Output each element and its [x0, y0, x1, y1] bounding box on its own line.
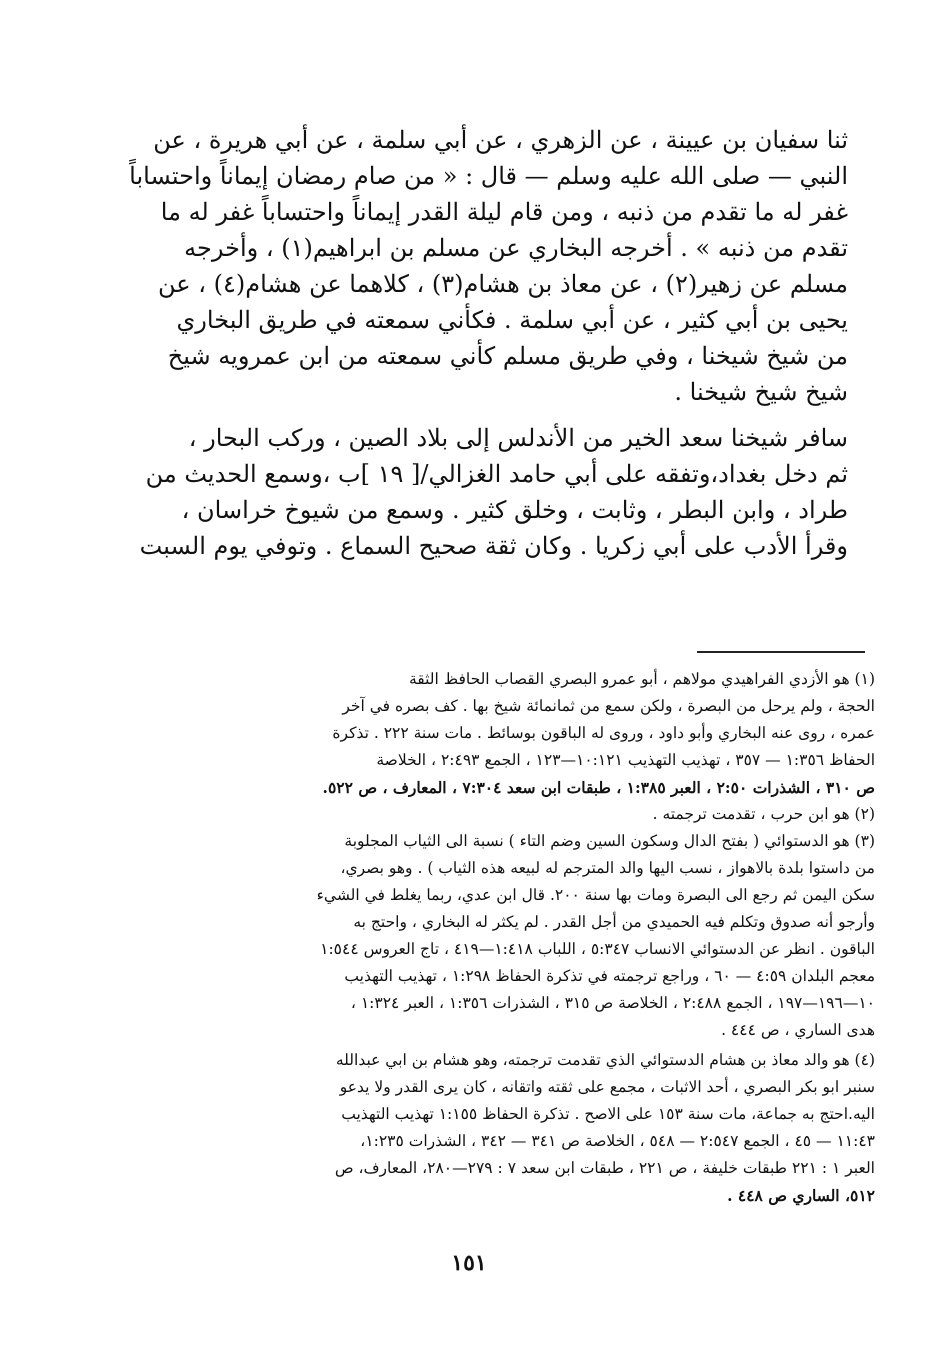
- footnote-1: [100, 666, 875, 801]
- footnote-line: ٥١٢، الساري ص ٤٤٨ .: [727, 1186, 875, 1205]
- footnote-4: [100, 1047, 875, 1209]
- footnote-line: سكن اليمن ثم رجع الى البصرة ومات بها سنة ٢٠٠. قال ابن عدي، ربما يغلط في الشيء: [316, 886, 875, 904]
- footnote-line: (٣) هو الدستوائي ( بفتح الدال وسكون السين وضم التاء ) نسبة الى الثياب المجلوبة: [344, 832, 875, 850]
- footnote-line: (١) هو الأزدي الفراهيدي مولاهم ، أبو عمرو البصري القصاب الحافظ الثقة: [408, 670, 875, 688]
- text-line: وقرأ الأدب على أبي زكريا . وكان ثقة صحيح السماع . وتوفي يوم السبت: [139, 532, 848, 560]
- footnote-line: ص ٣١٠ ، الشذرات ٢:٥٠ ، العبر ١:٣٨٥ ، طبقات ابن سعد ٧:٣٠٤ ، المعارف ، ص ٥٢٢.: [322, 778, 875, 797]
- footnote-line: وأرجو أنه صدوق وتكلم فيه الحميدي من أجل القدر . لم يكثر له البخاري ، واحتج به: [353, 913, 875, 931]
- footnote-separator: [697, 651, 865, 653]
- footnote-line: من داستوا بلدة بالاهواز ، نسب اليها والد المترجم له لبيعه هذه الثياب ) . وهو بصري،: [340, 859, 875, 877]
- main-text: [100, 122, 848, 564]
- footnote-2: [100, 801, 875, 828]
- footnote-line: سنبر ابو بكر البصري ، أحد الاثبات ، مجمع على ثقته واتقانه ، كان يرى القدر ولا يدعو: [339, 1078, 875, 1096]
- text-line: غفر له ما تقدم من ذنبه ، ومن قام ليلة القدر إيماناً واحتساباً غفر له ما: [160, 198, 848, 226]
- footnote-line: (٢) هو ابن حرب ، تقدمت ترجمته .: [652, 805, 875, 823]
- footnote-line: هدى الساري ، ص ٤٤٤ .: [721, 1021, 875, 1039]
- paragraph-gap: [100, 410, 848, 420]
- paragraph-2: [100, 420, 848, 564]
- footnote-line: ١٠—١٩٦—١٩٧ ، الجمع ٢:٤٨٨ ، الخلاصة ص ٣١٥ ، الشذرات ١:٣٥٦ ، العبر ١:٣٢٤ ،: [350, 994, 875, 1012]
- text-line: طراد ، وابن البطر ، وثابت ، وخلق كثير . وسمع من شيوخ خراسان ،: [181, 496, 848, 524]
- footnote-line: ١١:٤٣ — ٤٥ ، الجمع ٢:٥٤٧ — ٥٤٨ ، الخلاصة ص ٣٤١ — ٣٤٢ ، الشذرات ١:٢٣٥،: [360, 1132, 875, 1150]
- text-line: تقدم من ذنبه » . أخرجه البخاري عن مسلم بن ابراهيم(١) ، وأخرجه: [184, 234, 848, 262]
- text-line: ثنا سفيان بن عيينة ، عن الزهري ، عن أبي سلمة ، عن أبي هريرة ، عن: [153, 126, 848, 154]
- text-line: شيخ شيخ شيخنا .: [674, 378, 848, 406]
- page-number: ١٥١: [451, 1250, 487, 1276]
- text-line: مسلم عن زهير(٢) ، عن معاذ بن هشام(٣) ، كلاهما عن هشام(٤) ، عن: [158, 270, 848, 298]
- text-line: النبي — صلى الله عليه وسلم — قال : « من صام رمضان إيماناً واحتساباً: [129, 162, 848, 190]
- footnote-line: الحجة ، ولم يرحل من البصرة ، ولكن سمع من ثمانمائة شيخ بها . كف بصره في آخر: [342, 697, 875, 715]
- text-line: سافر شيخنا سعد الخير من الأندلس إلى بلاد الصين ، وركب البحار ،: [188, 424, 848, 452]
- footnote-line: العبر ١ : ٢٢١ طبقات خليفة ، ص ٢٢١ ، طبقات ابن سعد ٧ : ٢٧٩—٢٨٠، المعارف، ص: [334, 1159, 875, 1177]
- footnote-line: اليه.احتج به جماعة، مات سنة ١٥٣ على الاصح . تذكرة الحفاظ ١:١٥٥ تهذيب التهذيب: [341, 1105, 875, 1123]
- footnote-3: [100, 828, 875, 1044]
- footnote-line: الباقون . انظر عن الدستوائي الانساب ٥:٣٤٧ ، اللباب ١:٤١٨—٤١٩ ، تاج العروس ١:٥٤٤: [320, 940, 875, 958]
- paragraph-1: [100, 122, 848, 410]
- footnotes: [100, 666, 875, 1209]
- footnote-line: (٤) هو والد معاذ بن هشام الدستوائي الذي تقدمت ترجمته، وهو هشام بن ابي عبدالله: [335, 1051, 875, 1069]
- text-line: من شيخ شيخنا ، وفي طريق مسلم كأني سمعته من ابن عمرويه شيخ: [167, 342, 848, 370]
- text-line: ثم دخل بغداد،وتفقه على أبي حامد الغزالي/[ ١٩ ]ب ،وسمع الحديث من: [145, 460, 848, 488]
- footnote-line: الحفاظ ١:٣٥٦ — ٣٥٧ ، تهذيب التهذيب ١٠:١٢١—١٢٣ ، الجمع ٢:٤٩٣ ، الخلاصة: [376, 751, 875, 769]
- footnote-line: معجم البلدان ٤:٥٩ — ٦٠ ، وراجع ترجمته في تذكرة الحفاظ ١:٢٩٨ ، تهذيب التهذيب: [344, 967, 875, 985]
- text-line: يحيى بن أبي كثير ، عن أبي سلمة . فكأني سمعته في طريق البخاري: [176, 306, 848, 334]
- footnote-line: عمره ، روى عنه البخاري وأبو داود ، وروى له الباقون بوسائط . مات سنة ٢٢٢ . تذكرة: [332, 724, 875, 742]
